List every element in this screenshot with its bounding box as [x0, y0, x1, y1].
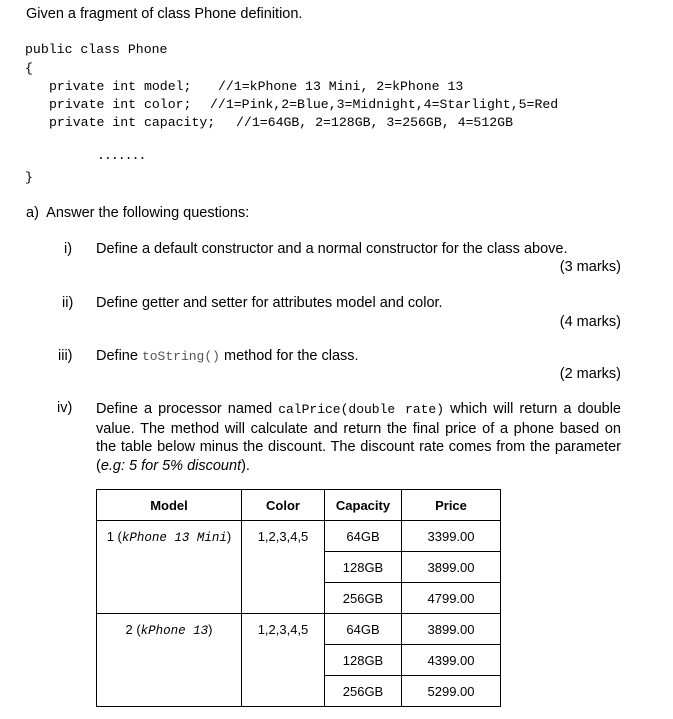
code-comment-color: //1=Pink,2=Blue,3=Midnight,4=Starlight,5=Red	[210, 97, 559, 112]
model-cell: 1 (kPhone 13 Mini)	[97, 521, 242, 614]
color-cell: 1,2,3,4,5	[242, 521, 325, 614]
header-price: Price	[402, 490, 501, 521]
calprice-code: calPrice(double rate)	[278, 402, 445, 417]
capacity-cell: 256GB	[325, 583, 402, 614]
question-4-text: Define a processor named calPrice(double rate) which will return a double value. The method will calculate and return the final price of a phone based on the table below minus the discount. The discount rate comes from the parameter (e.g: 5 for 5% discount).	[96, 401, 621, 474]
question-2-number: ii)	[62, 295, 74, 311]
table-row	[97, 614, 501, 645]
code-open-brace: {	[25, 61, 33, 76]
intro-text: Given a fragment of class Phone definition.	[26, 6, 303, 22]
section-a-heading: a) Answer the following questions:	[26, 205, 250, 221]
question-4-number: iv)	[57, 400, 73, 416]
table-row	[97, 521, 501, 552]
capacity-cell: 128GB	[325, 645, 402, 676]
question-3-number: iii)	[58, 348, 73, 364]
price-cell: 4799.00	[402, 583, 501, 614]
question-2-marks: (4 marks)	[559, 314, 621, 330]
question-1-number: i)	[64, 241, 73, 257]
code-field-capacity: private int capacity;	[49, 115, 216, 130]
capacity-cell: 128GB	[325, 552, 402, 583]
question-3-text: Define toString() method for the class.	[96, 348, 359, 364]
code-comment-model: //1=kPhone 13 Mini, 2=kPhone 13	[218, 79, 464, 94]
header-color: Color	[242, 490, 325, 521]
price-cell: 3899.00	[402, 614, 501, 645]
price-cell: 3899.00	[402, 552, 501, 583]
capacity-cell: 256GB	[325, 676, 402, 707]
model-cell: 2 (kPhone 13)	[97, 614, 242, 707]
question-1-marks: (3 marks)	[559, 259, 621, 275]
capacity-cell: 64GB	[325, 521, 402, 552]
question-1-text: Define a default constructor and a normal constructor for the class above.	[96, 241, 568, 257]
header-capacity: Capacity	[325, 490, 402, 521]
code-field-color: private int color;	[49, 97, 192, 112]
code-close-brace: }	[25, 170, 33, 185]
price-cell: 4399.00	[402, 645, 501, 676]
price-cell: 5299.00	[402, 676, 501, 707]
capacity-cell: 64GB	[325, 614, 402, 645]
header-model: Model	[97, 490, 242, 521]
tostring-code: toString()	[141, 349, 220, 364]
example-text: e.g: 5 for 5% discount	[100, 457, 242, 474]
price-cell: 3399.00	[402, 521, 501, 552]
question-2-text: Define getter and setter for attributes model and color.	[96, 295, 443, 311]
code-ellipsis: .......	[97, 148, 146, 163]
code-comment-capacity: //1=64GB, 2=128GB, 3=256GB, 4=512GB	[236, 115, 513, 130]
table-header-row	[97, 490, 501, 521]
code-field-model: private int model;	[49, 79, 192, 94]
price-table	[96, 489, 501, 707]
color-cell: 1,2,3,4,5	[242, 614, 325, 707]
code-class-header: public class Phone	[25, 42, 168, 57]
question-3-marks: (2 marks)	[559, 366, 621, 382]
